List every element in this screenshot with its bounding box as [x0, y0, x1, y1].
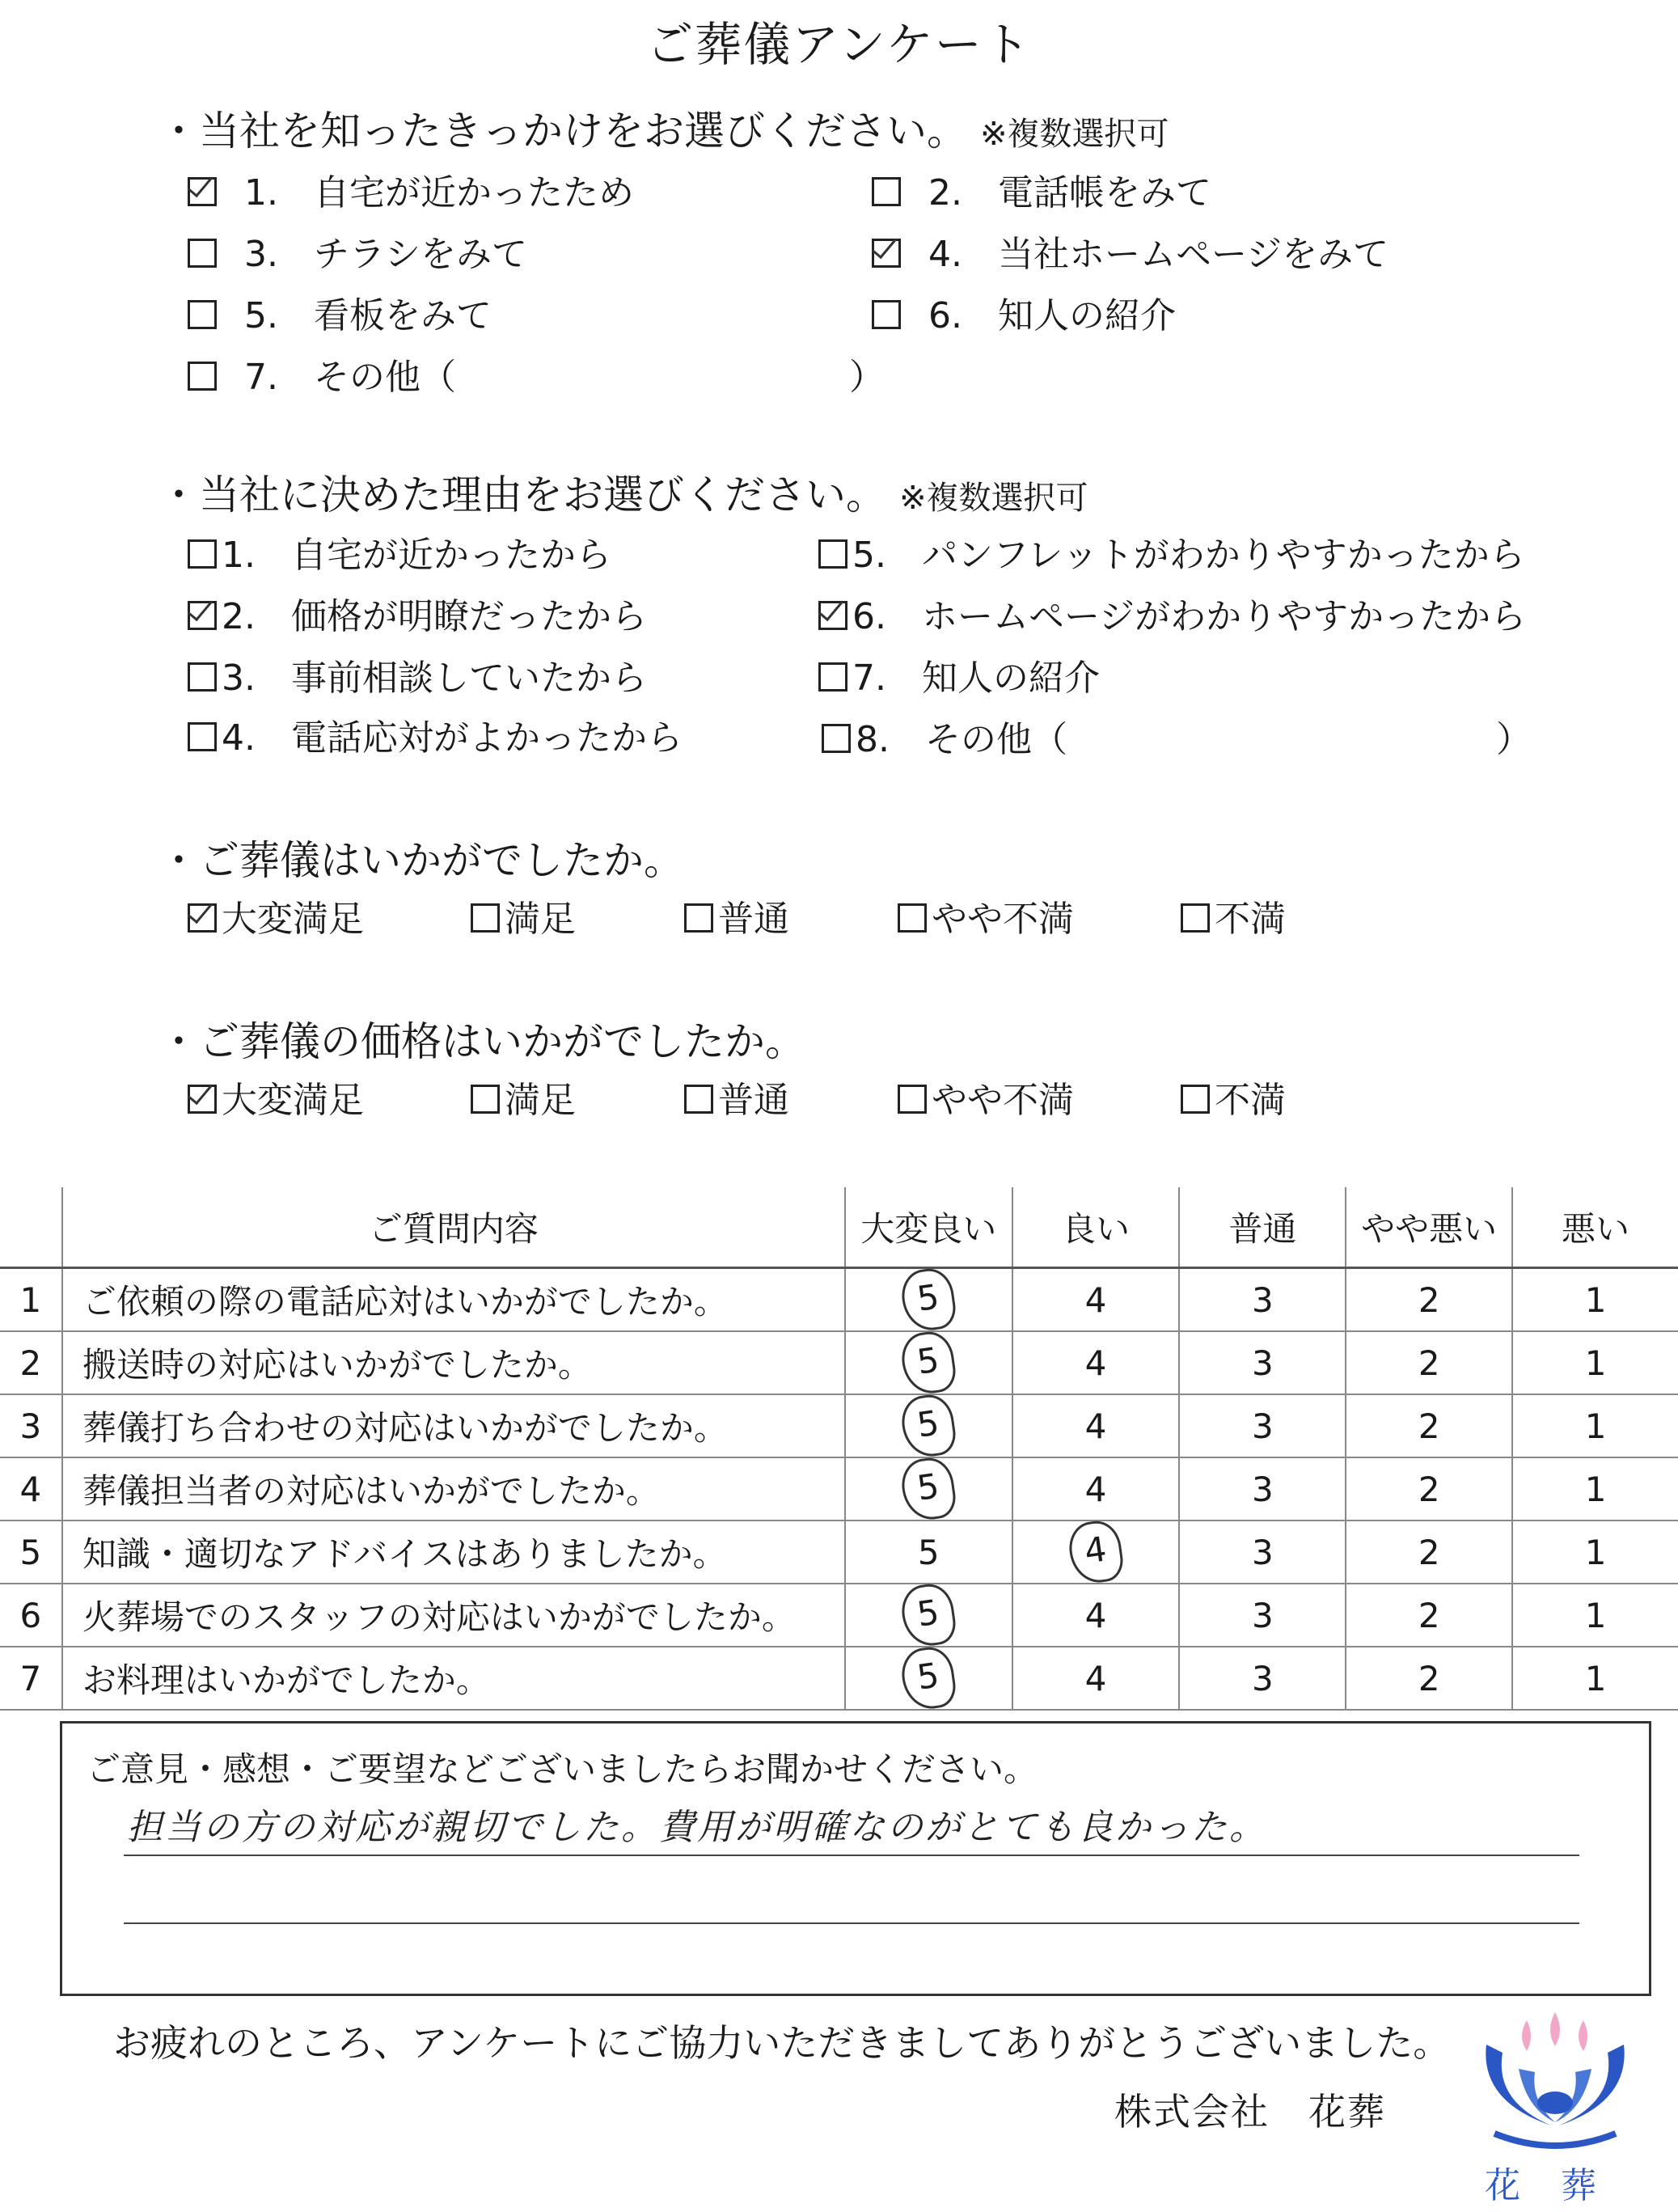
- checkbox[interactable]: [898, 1085, 927, 1114]
- score-cell[interactable]: [1012, 1520, 1180, 1584]
- q2-option-8[interactable]: 8. その他（: [822, 710, 1067, 762]
- score-cell[interactable]: [1179, 1394, 1346, 1457]
- score-value: 1: [1584, 1279, 1607, 1320]
- q3-option-slightly-dissatisfied[interactable]: やや不満: [898, 890, 1074, 941]
- score-cell[interactable]: [1179, 1457, 1346, 1520]
- company-logo: [1470, 2012, 1640, 2206]
- q1-note: ※複数選択可: [980, 116, 1169, 153]
- q1-option-1[interactable]: 1. 自宅が近かったため: [188, 163, 634, 215]
- q2-heading: [159, 463, 1088, 521]
- score-value: 3: [1251, 1658, 1274, 1698]
- score-value: 5: [917, 1532, 940, 1572]
- q4-option-very-satisfied[interactable]: 大変満足: [188, 1071, 364, 1123]
- score-value: 3: [1251, 1279, 1274, 1320]
- score-cell[interactable]: [1346, 1457, 1512, 1520]
- score-cell[interactable]: [845, 1268, 1012, 1332]
- score-value: 1: [1584, 1658, 1607, 1698]
- score-value: 1: [1584, 1343, 1607, 1383]
- score-cell[interactable]: [1346, 1331, 1512, 1394]
- score-cell[interactable]: [845, 1647, 1012, 1710]
- survey-title: ご葬儀アンケート: [646, 17, 1032, 72]
- score-value: 4: [1084, 1406, 1107, 1446]
- table-header-row: [0, 1187, 1678, 1268]
- q1-option-4[interactable]: 4. 当社ホームページをみて: [872, 225, 1388, 277]
- score-cell[interactable]: [845, 1520, 1012, 1584]
- checkbox[interactable]: [188, 1085, 217, 1114]
- score-cell[interactable]: [1179, 1331, 1346, 1394]
- score-cell[interactable]: [1012, 1584, 1180, 1647]
- score-value: 1: [1584, 1532, 1607, 1572]
- score-value: 2: [1418, 1595, 1440, 1635]
- q2-option-5[interactable]: 5. パンフレットがわかりやすかったから: [818, 526, 1525, 577]
- score-value: 4: [1084, 1279, 1107, 1320]
- q1-option-7[interactable]: 7. その他（: [188, 348, 456, 400]
- q3-option-very-satisfied[interactable]: 大変満足: [188, 890, 364, 941]
- checkbox[interactable]: [684, 1085, 713, 1114]
- comment-line: [124, 1855, 1579, 1856]
- row-number: 3: [0, 1394, 62, 1457]
- checkbox[interactable]: [471, 903, 500, 933]
- score-cell[interactable]: [1512, 1394, 1678, 1457]
- q2-question: ・当社に決めた理由をお選びください。: [159, 472, 886, 518]
- score-value: 2: [1418, 1343, 1440, 1383]
- checkbox[interactable]: [188, 903, 217, 933]
- score-value: 3: [1251, 1406, 1274, 1446]
- checkbox[interactable]: [1181, 903, 1210, 933]
- checkbox[interactable]: [818, 539, 847, 569]
- table-row: [0, 1457, 1678, 1520]
- table-row: [0, 1268, 1678, 1332]
- checkbox[interactable]: [188, 539, 217, 569]
- q1-option-3[interactable]: 3. チラシをみて: [188, 225, 527, 277]
- q2-note: ※複数選択可: [899, 480, 1088, 517]
- q2-option-3[interactable]: 3. 事前相談していたから: [188, 649, 647, 700]
- score-value: 3: [1251, 1532, 1274, 1572]
- q4-question: ・ご葬儀の価格はいかがでしたか。: [159, 1018, 805, 1065]
- checkbox[interactable]: [188, 239, 217, 268]
- score-value: 1: [1584, 1595, 1607, 1635]
- score-cell[interactable]: [1512, 1584, 1678, 1647]
- row-number: 6: [0, 1584, 62, 1647]
- rating-table: [0, 1187, 1678, 1711]
- q1-option-5[interactable]: 5. 看板をみて: [188, 286, 492, 338]
- score-cell[interactable]: [1346, 1268, 1512, 1332]
- score-value: 2: [1418, 1658, 1440, 1698]
- circled-score: 4: [1066, 1518, 1126, 1586]
- q2-option-4[interactable]: 4. 電話応対がよかったから: [188, 708, 683, 760]
- checkbox[interactable]: [872, 300, 901, 329]
- q1-option-6[interactable]: 6. 知人の紹介: [872, 286, 1176, 338]
- score-value: 4: [1084, 1658, 1107, 1698]
- score-cell[interactable]: [845, 1457, 1012, 1520]
- checkbox[interactable]: [188, 601, 217, 630]
- q4-option-satisfied[interactable]: 満足: [471, 1071, 576, 1123]
- q1-other-close: ）: [849, 357, 885, 398]
- circled-score: 5: [898, 1392, 958, 1460]
- score-cell[interactable]: [1012, 1647, 1180, 1710]
- score-value: 3: [1251, 1595, 1274, 1635]
- score-cell[interactable]: [1346, 1584, 1512, 1647]
- row-number: 7: [0, 1647, 62, 1710]
- row-question: ご依頼の際の電話応対はいかがでしたか。: [62, 1268, 845, 1332]
- row-question: 火葬場でのスタッフの対応はいかがでしたか。: [62, 1584, 845, 1647]
- score-cell[interactable]: [1512, 1520, 1678, 1584]
- circled-score: 5: [898, 1644, 958, 1712]
- score-cell[interactable]: [1179, 1584, 1346, 1647]
- q1-question: ・当社を知ったきっかけをお選びください。: [159, 108, 967, 154]
- score-cell[interactable]: [1012, 1394, 1180, 1457]
- score-cell[interactable]: [1179, 1647, 1346, 1710]
- table-row: [0, 1394, 1678, 1457]
- score-value: 4: [1084, 1343, 1107, 1383]
- company-name: 株式会社 花葬: [1114, 2090, 1386, 2134]
- score-value: 2: [1418, 1406, 1440, 1446]
- score-cell[interactable]: [845, 1584, 1012, 1647]
- circled-score: 5: [898, 1266, 958, 1334]
- score-cell[interactable]: [1512, 1268, 1678, 1332]
- row-question: 葬儀担当者の対応はいかがでしたか。: [62, 1457, 845, 1520]
- logo-text: 花 葬: [1485, 2165, 1611, 2206]
- q1-heading: [159, 99, 1169, 157]
- score-cell[interactable]: [1346, 1520, 1512, 1584]
- row-number: 5: [0, 1520, 62, 1584]
- header-question: ご質問内容: [62, 1187, 845, 1268]
- score-value: 2: [1418, 1279, 1440, 1320]
- score-cell[interactable]: [1179, 1268, 1346, 1332]
- row-number: 4: [0, 1457, 62, 1520]
- comment-prompt: ご意見・感想・ご要望などございましたらお聞かせください。: [87, 1749, 1038, 1789]
- table-row: [0, 1520, 1678, 1584]
- row-question: 搬送時の対応はいかがでしたか。: [62, 1331, 845, 1394]
- checkbox[interactable]: [188, 722, 217, 751]
- row-number: 1: [0, 1268, 62, 1332]
- table-row: [0, 1647, 1678, 1710]
- q4-option-slightly-dissatisfied[interactable]: やや不満: [898, 1071, 1074, 1123]
- checkbox[interactable]: [188, 362, 217, 391]
- header-score-5: 大変良い: [845, 1187, 1012, 1268]
- q2-option-2[interactable]: 2. 価格が明瞭だったから: [188, 587, 647, 639]
- checkbox[interactable]: [818, 662, 847, 692]
- row-question: 葬儀打ち合わせの対応はいかがでしたか。: [62, 1394, 845, 1457]
- score-value: 1: [1584, 1469, 1607, 1509]
- checkbox[interactable]: [872, 239, 901, 268]
- score-cell[interactable]: [1512, 1331, 1678, 1394]
- header-score-4: 良い: [1012, 1187, 1180, 1268]
- row-question: お料理はいかがでしたか。: [62, 1647, 845, 1710]
- score-cell[interactable]: [1179, 1520, 1346, 1584]
- score-value: 3: [1251, 1469, 1274, 1509]
- checkbox[interactable]: [471, 1085, 500, 1114]
- header-score-2: やや悪い: [1346, 1187, 1512, 1268]
- checkbox[interactable]: [188, 662, 217, 692]
- score-value: 3: [1251, 1343, 1274, 1383]
- score-cell[interactable]: [1512, 1647, 1678, 1710]
- score-value: 2: [1418, 1469, 1440, 1509]
- q4-option-normal[interactable]: 普通: [684, 1071, 789, 1123]
- header-score-1: 悪い: [1512, 1187, 1678, 1268]
- q2-option-7[interactable]: 7. 知人の紹介: [818, 649, 1100, 700]
- comment-line: [124, 1922, 1579, 1924]
- checkbox[interactable]: [898, 903, 927, 933]
- circled-score: 5: [898, 1329, 958, 1397]
- score-cell[interactable]: [1012, 1331, 1180, 1394]
- header-score-3: 普通: [1179, 1187, 1346, 1268]
- q3-option-dissatisfied[interactable]: 不満: [1181, 890, 1286, 941]
- q4-option-dissatisfied[interactable]: 不満: [1181, 1071, 1286, 1123]
- checkbox[interactable]: [684, 903, 713, 933]
- checkbox[interactable]: [188, 177, 217, 206]
- checkbox[interactable]: [1181, 1085, 1210, 1114]
- checkbox[interactable]: [818, 601, 847, 630]
- score-cell[interactable]: [845, 1331, 1012, 1394]
- circled-score: 5: [898, 1455, 958, 1523]
- circled-score: 5: [898, 1581, 958, 1649]
- score-value: 2: [1418, 1532, 1440, 1572]
- row-question: 知識・適切なアドバイスはありましたか。: [62, 1520, 845, 1584]
- checkbox[interactable]: [188, 300, 217, 329]
- thanks-message: お疲れのところ、アンケートにご協力いただきましてありがとうございました。: [113, 2021, 1451, 2065]
- q1-option-2[interactable]: 2. 電話帳をみて: [872, 163, 1211, 215]
- checkbox[interactable]: [872, 177, 901, 206]
- q3-question: ・ご葬儀はいかがでしたか。: [159, 837, 684, 884]
- q2-other-close: ）: [1496, 719, 1532, 760]
- q2-option-1[interactable]: 1. 自宅が近かったから: [188, 526, 611, 577]
- table-row: [0, 1584, 1678, 1647]
- score-value: 1: [1584, 1406, 1607, 1446]
- q3-option-normal[interactable]: 普通: [684, 890, 789, 941]
- score-value: 4: [1084, 1595, 1107, 1635]
- score-cell[interactable]: [1346, 1647, 1512, 1710]
- header-num: [0, 1187, 62, 1268]
- table-row: [0, 1331, 1678, 1394]
- score-cell[interactable]: [845, 1394, 1012, 1457]
- score-value: 4: [1084, 1469, 1107, 1509]
- row-number: 2: [0, 1331, 62, 1394]
- score-cell[interactable]: [1346, 1394, 1512, 1457]
- handwritten-comment[interactable]: 担当の方の対応が親切でした。費用が明確なのがとても良かった。: [127, 1807, 1267, 1848]
- checkbox[interactable]: [822, 724, 851, 753]
- q3-option-satisfied[interactable]: 満足: [471, 890, 576, 941]
- score-cell[interactable]: [1012, 1457, 1180, 1520]
- score-cell[interactable]: [1512, 1457, 1678, 1520]
- q2-option-6[interactable]: 6. ホームページがわかりやすかったから: [818, 587, 1526, 639]
- comment-box: [60, 1721, 1651, 1996]
- score-cell[interactable]: [1012, 1268, 1180, 1332]
